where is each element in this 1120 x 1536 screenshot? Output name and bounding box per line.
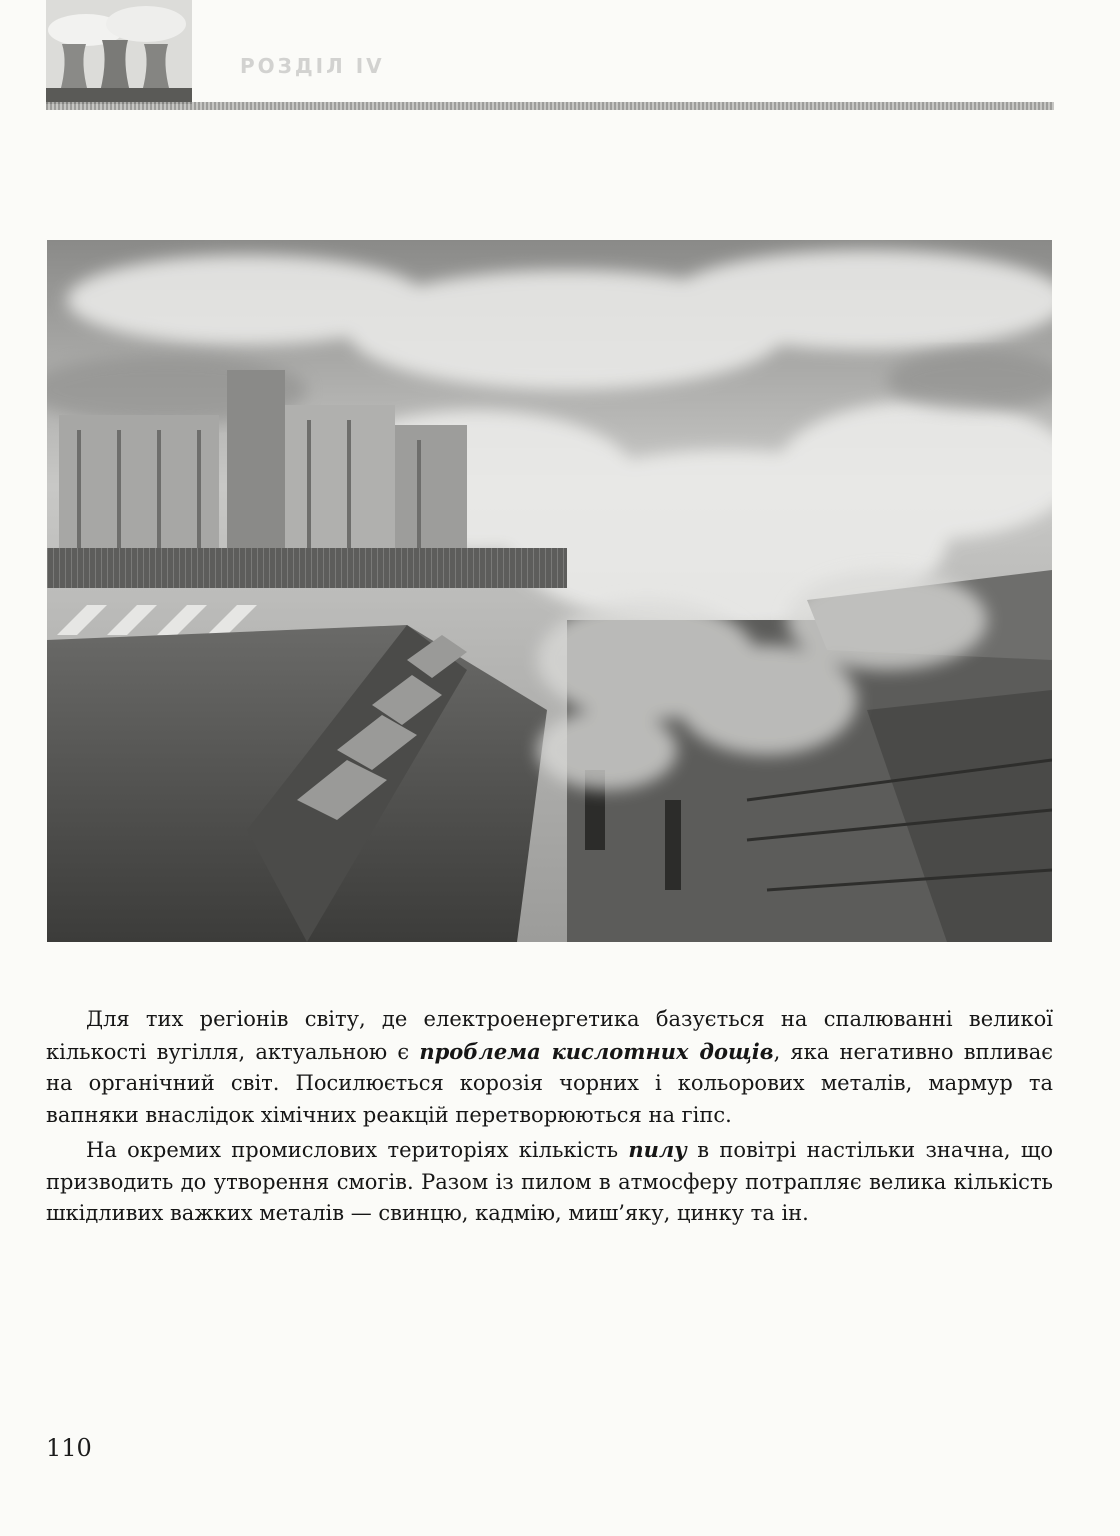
section-header-title: РОЗДІЛ IV [240, 54, 385, 78]
term-acid-rain: проблема кислотних дощів [419, 1038, 774, 1064]
paragraph-acid-rain: Для тих регіонів світу, де електроенергетика базується на спалюванні великої кількості вугілля, актуальною є проблема кислотних дощів, яка негативно впливає на органічний світ. Посилюється корозія чорних і кольорових металів, мармур та вапняки внаслідок хімічних реакцій перетворюються на гіпс. [46, 1007, 1053, 1127]
body-text [46, 1004, 1053, 1230]
header-thumbnail-cooling-towers [46, 0, 192, 104]
paragraph-dust: На окремих промислових територіях кількість пилу в повітрі настільки значна, що призводить до утворення смогів. Разом із пилом в атмосферу потрапляє велика кількість шкідливих важких металів — свинцю, кадмію, миш’яку, цинку та ін. [46, 1137, 1054, 1225]
term-dust: пилу [628, 1137, 687, 1162]
page-number: 110 [46, 1434, 92, 1462]
header-divider [46, 102, 1054, 110]
industrial-smog-photo [47, 240, 1052, 942]
